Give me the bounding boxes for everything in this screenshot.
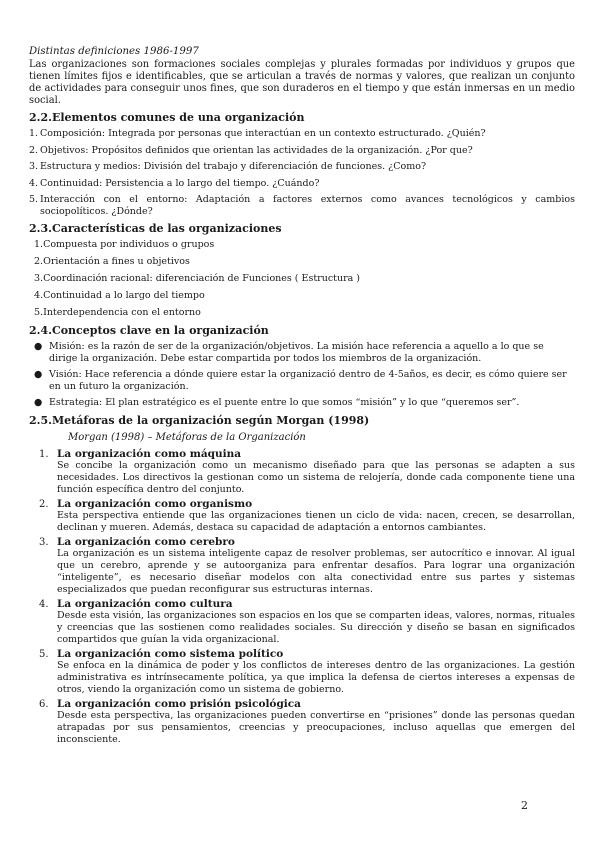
list-item (29, 397, 575, 409)
item-number: 3. (39, 536, 49, 548)
page-number: 2 (521, 799, 528, 812)
list-item: 3.Coordinación racional: diferenciación de Funciones ( Estructura ) (34, 273, 361, 284)
list-item (29, 161, 575, 173)
item-number: 1. (39, 448, 49, 460)
item-text: Interacción con el entorno: Adaptación a factores externos como avances tecnológicos y cambios sociopolíticos. ¿Dónde? (40, 194, 575, 217)
characteristics-list (29, 239, 575, 319)
list-item (29, 648, 575, 696)
list-item: 5.Interdependencia con el entorno (34, 307, 201, 318)
metaphor-text: Se concibe la organización como un mecanismo diseñado para que las personas se adapten a sus necesidades. Los directivos la gestionan como un sistema de relojería, donde cada componente tiene una función específica dentro del conjunto. (57, 459, 575, 495)
list-item: 4.Continuidad a lo largo del tiempo (34, 290, 205, 301)
bullet-text: Visión: Hace referencia a dónde quiere estar la organizació dentro de 4-5años, es decir, es cómo quiere ser en un futuro la organización. (49, 369, 567, 392)
item-number: 4. (39, 598, 49, 610)
bullet-text: Estrategia: El plan estratégico es el puente entre lo que somos “misión” y lo que “queremos ser”. (49, 397, 520, 408)
document-page (29, 45, 575, 748)
item-text: Continuidad: Persistencia a lo largo del tiempo. ¿Cuándo? (40, 177, 320, 189)
metaphor-text: Esta perspectiva entiende que las organizaciones tienen un ciclo de vida: nacen, crecen, se desarrollan, declinan y mueren. Además, destaca su capacidad de adaptación a entornos cambiantes. (57, 509, 575, 533)
metaphor-title: La organización como cultura (57, 597, 233, 610)
list-item (29, 369, 575, 392)
metaphor-title: La organización como sistema político (57, 647, 284, 660)
list-item (29, 194, 575, 217)
concepts-list (29, 341, 575, 409)
list-item (29, 341, 575, 364)
metaphor-title: La organización como organismo (57, 497, 253, 510)
item-number: 4. (29, 177, 39, 189)
section-concepts-title: 2.4.Conceptos clave en la organización (29, 324, 269, 337)
section-elements-title: 2.2.Elementos comunes de una organización (29, 111, 305, 124)
metaphor-title: La organización como cerebro (57, 535, 235, 548)
metaphor-title: La organización como máquina (57, 447, 242, 460)
metaphor-text: La organización es un sistema inteligente capaz de resolver problemas, ser autocrítico e innovar. Al igual que un cerebro, aprende y se autoorganiza para enfrentar desafíos. Para lograr una organización “inteligente”, es necesario diseñar modelos con alta conectividad entre sus partes y sistemas especializados que puedan reconfigurar sus estructuras internas. (57, 547, 575, 595)
metaphors-subtitle: Morgan (1998) – Metáforas de la Organización (68, 431, 306, 443)
metaphor-text: Desde esta perspectiva, las organizaciones pueden convertirse en “prisiones” donde las personas quedan atrapadas por sus pensamientos, creencias y preocupaciones, incluso aquellas que emergen del inconsciente. (57, 709, 575, 745)
bullet-icon: ● (34, 341, 43, 352)
item-number: 5. (29, 194, 39, 205)
item-text: Estructura y medios: División del trabajo y diferenciación de funciones. ¿Como? (40, 161, 427, 172)
item-number: 5. (39, 648, 49, 660)
item-number: 6. (39, 698, 49, 710)
section-characteristics-title: 2.3.Características de las organizaciones (29, 222, 282, 235)
list-item: 2.Orientación a fines u objetivos (34, 256, 190, 267)
item-number: 1. (29, 128, 39, 139)
list-item (29, 178, 575, 190)
item-number: 3. (29, 161, 39, 172)
metaphor-text: Desde esta visión, las organizaciones son espacios en los que se comparten ideas, valores, normas, rituales y creencias que las sostienen como realidades sociales. Su dirección y diseño se basan en significados compartidos que guían la vida organizacional. (57, 609, 575, 645)
bullet-icon: ● (34, 397, 43, 408)
item-text: Objetivos: Propósitos definidos que orientan las actividades de la organización. ¿Por que? (40, 144, 473, 156)
bullet-text: Misión: es la razón de ser de la organización/objetivos. La misión hace referencia a aquello a lo que se dirige la organización. Debe estar compartida por todos los miembros de la organización. (49, 341, 544, 364)
item-text: Composición: Integrada por personas que interactúan en un contexto estructurado. ¿Quién? (40, 128, 486, 139)
list-item (29, 128, 575, 140)
list-item (29, 698, 575, 746)
bullet-icon: ● (34, 369, 43, 380)
list-item (29, 598, 575, 646)
list-item (29, 145, 575, 157)
list-item (29, 536, 575, 596)
metaphor-text: Se enfoca en la dinámica de poder y los conflictos de intereses dentro de las organizaciones. La gestión administrativa es intrínsecamente política, ya que implica la defensa de ciertos intereses a expensas de otros, viendo la organización como un sistema de gobierno. (57, 659, 575, 695)
list-item: 1.Compuesta por individuos o grupos (34, 239, 215, 250)
section-metaphors-title: 2.5.Metáforas de la organización según Morgan (1998) (29, 413, 370, 427)
item-number: 2. (29, 144, 39, 156)
metaphor-title: La organización como prisión psicológica (57, 697, 301, 710)
list-item (29, 498, 575, 534)
elements-list (29, 128, 575, 217)
definitions-paragraph: Las organizaciones son formaciones sociales complejas y plurales formadas por individuos y grupos que tienen límites fijos e identificables, que se articulan a través de normas y valores, que realizan un conjunto de actividades para conseguir unos fines, que son duraderos en el tiempo y que están inmersas en un medio social. (29, 59, 575, 106)
definitions-heading: Distintas definiciones 1986-1997 (29, 46, 199, 57)
metaphors-list (29, 448, 575, 746)
list-item (29, 448, 575, 496)
item-number: 2. (39, 498, 49, 510)
